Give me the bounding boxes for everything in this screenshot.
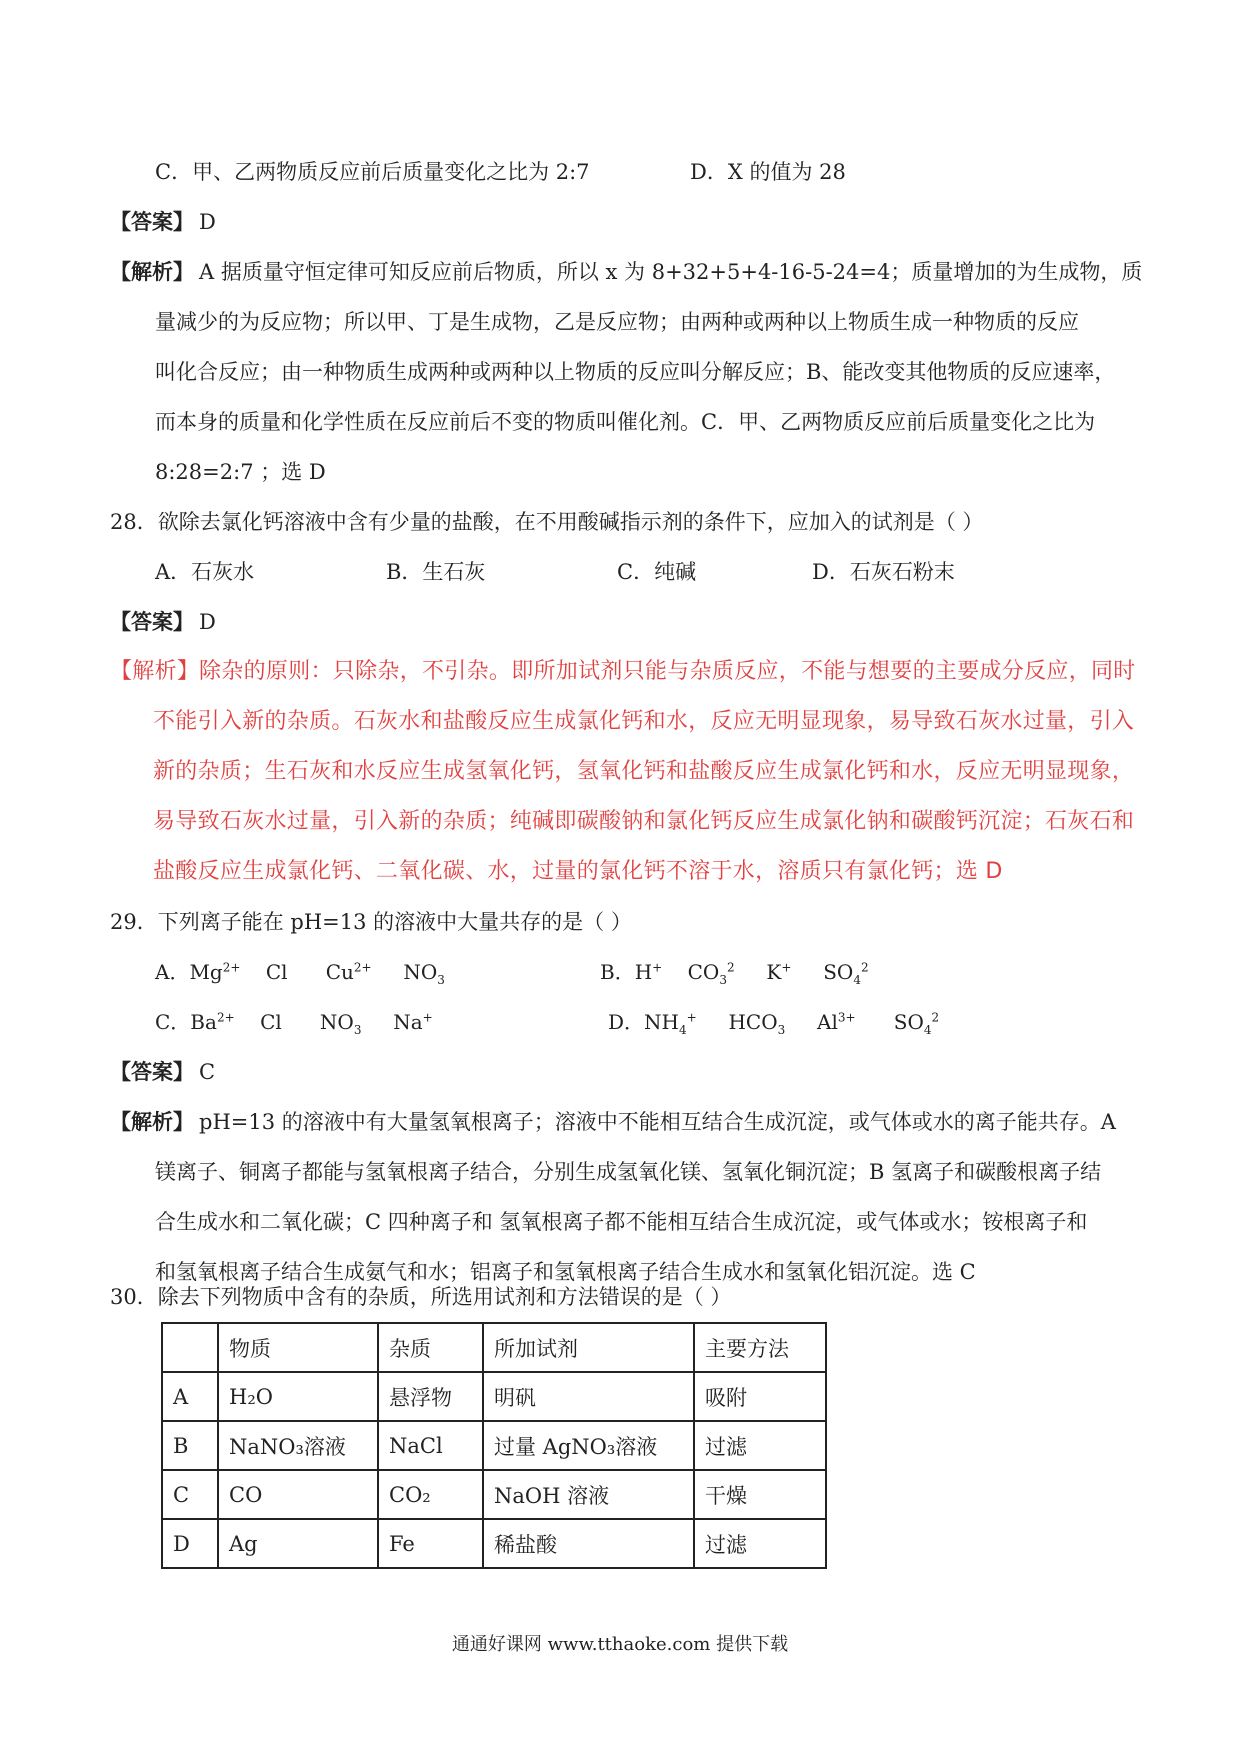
table-cell: 明矾 xyxy=(483,1372,694,1421)
q29-answer: C xyxy=(199,1060,216,1084)
table-header-cell: 物质 xyxy=(218,1323,378,1372)
q29-analysis-line: 合生成水和二氧化碳；C 四种离子和 氢氧根离子都不能相互结合生成沉淀，或气体或水；铵根离子和 xyxy=(155,1210,1088,1234)
q29-option-b: B．H+ $CO_3^2$ K+ $SO_4^2$ xyxy=(600,960,869,987)
table-header-row xyxy=(162,1323,826,1372)
table-cell: NaOH 溶液 xyxy=(483,1470,694,1519)
q28-analysis-line: 新的杂质；生石灰和水反应生成氢氧化钙，氢氧化钙和盐酸反应生成氯化钙和水，反应无明显现象， xyxy=(153,759,1135,784)
q29-answer-label: 【答案】 xyxy=(110,1059,194,1084)
table-cell: A xyxy=(162,1372,218,1421)
table-cell: 干燥 xyxy=(694,1470,826,1519)
q27-analysis-line: 叫化合反应；由一种物质生成两种或两种以上物质的反应叫分解反应；B、能改变其他物质的反应速率， xyxy=(155,360,1116,384)
q28-answer-label: 【答案】 xyxy=(110,609,194,634)
table-cell: Fe xyxy=(378,1519,483,1568)
q27-option-c: C．甲、乙两物质反应前后质量变化之比为 2:7 xyxy=(155,160,590,184)
q29-option-d: D．$NH_4^+$ $HCO_3$ $Al^{3+}$ $SO_4^2$ xyxy=(608,1010,940,1037)
q29-analysis-line: 和氢氧根离子结合生成氨气和水；铝离子和氢氧根离子结合生成水和氢氧化铝沉淀。选 C xyxy=(155,1260,976,1284)
table-cell: 稀盐酸 xyxy=(483,1519,694,1568)
table-cell: NaCl xyxy=(378,1421,483,1470)
q28-analysis-label: 【解析】 xyxy=(110,659,200,684)
table-cell: CO₂ xyxy=(378,1470,483,1519)
q29-stem: 29．下列离子能在 pH=13 的溶液中大量共存的是（ ） xyxy=(110,910,632,934)
table-header-cell: 杂质 xyxy=(378,1323,483,1372)
q28-stem: 28．欲除去氯化钙溶液中含有少量的盐酸，在不用酸碱指示剂的条件下，应加入的试剂是（ ） xyxy=(110,510,984,534)
page-footer: 通通好课网 www.tthaoke.com 提供下载 xyxy=(451,1634,789,1655)
table-cell: 过量 AgNO₃溶液 xyxy=(483,1421,694,1470)
q29-option-a: A．$Mg^{2+}$ Cl $Cu^{2+}$ $NO_3$ xyxy=(155,960,445,987)
q27-answer: D xyxy=(199,210,216,234)
q28-option-a: A．石灰水 xyxy=(155,560,255,584)
table-cell: 过滤 xyxy=(694,1421,826,1470)
table-cell: 过滤 xyxy=(694,1519,826,1568)
table-row xyxy=(162,1372,826,1421)
q27-analysis-line: 量减少的为反应物；所以甲、丁是生成物，乙是反应物；由两种或两种以上物质生成一种物质的反应 xyxy=(155,310,1079,334)
q30-table xyxy=(161,1322,827,1569)
table-cell: Ag xyxy=(218,1519,378,1568)
table-cell: NaNO₃溶液 xyxy=(218,1421,378,1470)
q27-answer-label: 【答案】 xyxy=(110,209,194,234)
q28-analysis-line: 盐酸反应生成氯化钙、二氧化碳、水，过量的氯化钙不溶于水，溶质只有氯化钙；选 D xyxy=(153,859,1003,884)
q29-analysis-label: 【解析】 xyxy=(110,1109,194,1134)
table-header-cell: 主要方法 xyxy=(694,1323,826,1372)
table-row xyxy=(162,1519,826,1568)
q29-analysis-line: 镁离子、铜离子都能与氢氧根离子结合，分别生成氢氧化镁、氢氧化铜沉淀；B 氢离子和碳酸根离子结 xyxy=(155,1160,1102,1184)
q27-analysis-line: 8:28=2:7 ；选 D xyxy=(155,460,326,484)
q27-analysis-line: 而本身的质量和化学性质在反应前后不变的物质叫催化剂。C．甲、乙两物质反应前后质量变化之比为 xyxy=(155,410,1096,434)
table-cell: B xyxy=(162,1421,218,1470)
q30-stem: 30．除去下列物质中含有的杂质，所选用试剂和方法错误的是（ ） xyxy=(110,1285,732,1309)
table-cell: C xyxy=(162,1470,218,1519)
table-header-cell: 所加试剂 xyxy=(483,1323,694,1372)
table-cell: 吸附 xyxy=(694,1372,826,1421)
q27-analysis-label: 【解析】 xyxy=(110,259,194,284)
table-cell: CO xyxy=(218,1470,378,1519)
q28-answer: D xyxy=(199,610,216,634)
q27-analysis-line: A 据质量守恒定律可知反应前后物质，所以 x 为 8+32+5+4-16-5-24=4；质量增加的为生成物，质 xyxy=(199,260,1143,284)
q27-option-d: D．X 的值为 28 xyxy=(690,160,846,184)
table-header-cell xyxy=(162,1323,218,1372)
q28-analysis-line: 除杂的原则：只除杂，不引杂。即所加试剂只能与杂质反应，不能与想要的主要成分反应，同时 xyxy=(199,659,1136,684)
q28-option-b: B．生石灰 xyxy=(386,560,486,584)
q28-analysis-line: 不能引入新的杂质。石灰水和盐酸反应生成氯化钙和水，反应无明显现象，易导致石灰水过量，引入 xyxy=(153,709,1135,734)
table-row xyxy=(162,1421,826,1470)
q28-analysis-line: 易导致石灰水过量，引入新的杂质；纯碱即碳酸钠和氯化钙反应生成氯化钠和碳酸钙沉淀；石灰石和 xyxy=(153,809,1135,834)
table-cell: 悬浮物 xyxy=(378,1372,483,1421)
q28-option-c: C．纯碱 xyxy=(617,560,697,584)
table-row xyxy=(162,1470,826,1519)
q29-option-c: C．$Ba^{2+}$ Cl $NO_3$ Na+ xyxy=(155,1010,433,1037)
q29-analysis-line: pH=13 的溶液中有大量氢氧根离子；溶液中不能相互结合生成沉淀，或气体或水的离子能共存。A xyxy=(199,1110,1116,1134)
q28-option-d: D．石灰石粉末 xyxy=(812,560,955,584)
table-cell: H₂O xyxy=(218,1372,378,1421)
table-cell: D xyxy=(162,1519,218,1568)
